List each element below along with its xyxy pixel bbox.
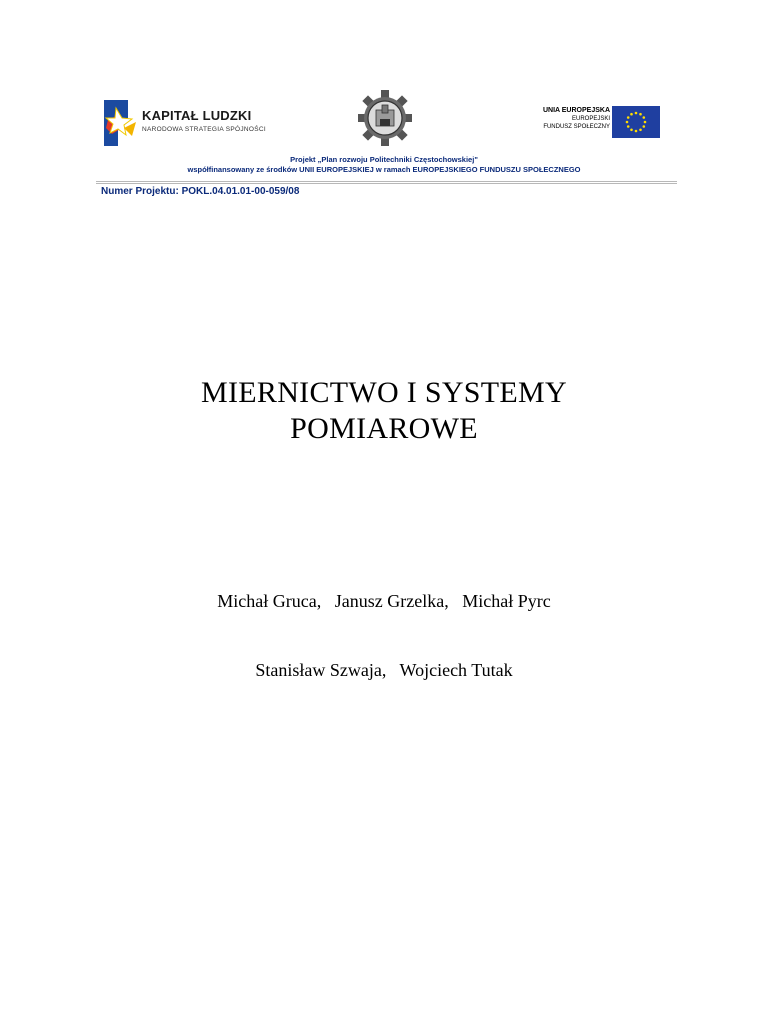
header-divider — [96, 181, 677, 182]
project-info — [0, 155, 768, 175]
eu-flag-icon — [612, 106, 660, 138]
unia-europejska-logo — [536, 104, 662, 140]
project-number: Numer Projektu: POKL.04.01.01-00-059/08 — [101, 186, 300, 197]
university-emblem-icon — [357, 88, 413, 148]
authors — [0, 544, 768, 705]
title-line-1: MIERNICTWO I SYSTEMY — [201, 376, 567, 409]
header-divider — [96, 183, 677, 184]
authors-line-2: Stanisław Szwaja, Wojciech Tutak — [255, 660, 513, 680]
project-line-2: współfinansowany ze środków UNII EUROPEJSKIEJ w ramach EUROPEJSKIEGO FUNDUSZU SPOŁECZNEGO — [187, 165, 581, 174]
unia-line-2: EUROPEJSKI — [571, 116, 610, 122]
kapital-ludzki-subtitle: NARODOWA STRATEGIA SPÓJNOŚCI — [142, 126, 266, 133]
kapital-ludzki-icon — [102, 98, 138, 148]
document-title — [0, 375, 768, 447]
unia-line-1: UNIA EUROPEJSKA — [542, 107, 610, 114]
title-line-2: POMIAROWE — [290, 412, 478, 445]
kapital-ludzki-logo — [102, 98, 266, 148]
project-line-1: Projekt „Plan rozwoju Politechniki Częstochowskiej" — [290, 155, 478, 164]
unia-line-3: FUNDUSZ SPOŁECZNY — [543, 124, 610, 130]
kapital-ludzki-title: KAPITAŁ LUDZKI — [142, 108, 252, 123]
authors-line-1: Michał Gruca, Janusz Grzelka, Michał Pyrc — [217, 591, 551, 611]
